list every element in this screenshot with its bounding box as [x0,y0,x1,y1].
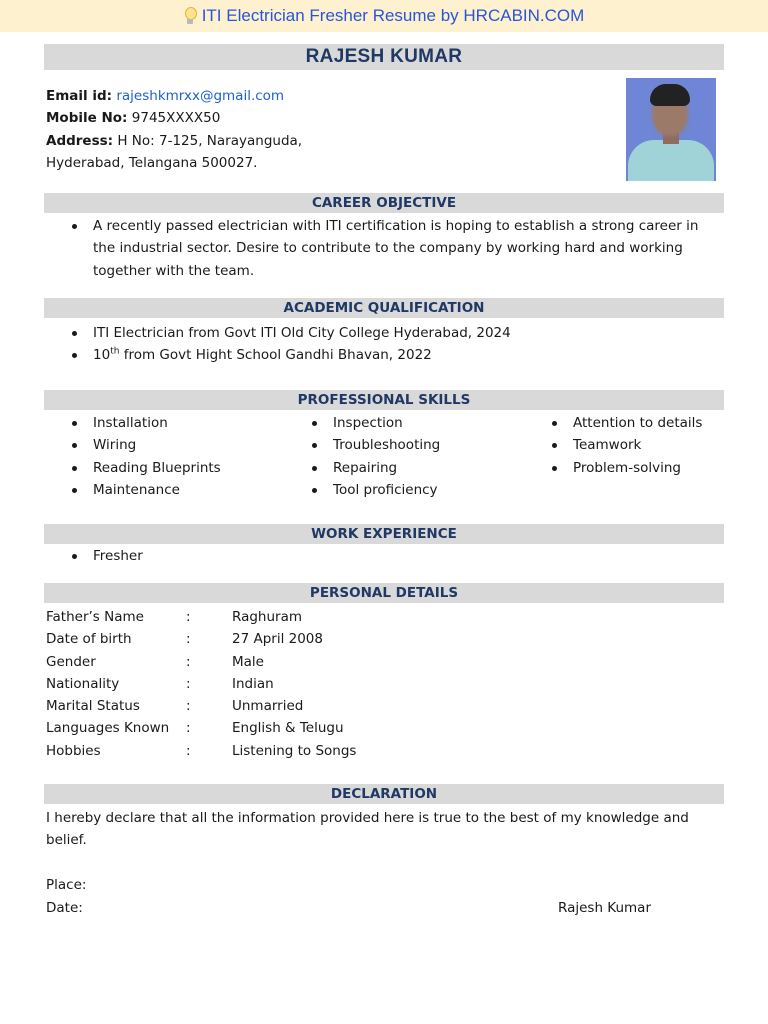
mobile-line [46,107,606,129]
work-experience-list [46,545,706,567]
banner-text[interactable]: ITI Electrician Fresher Resume by HRCABIN.COM [201,6,585,25]
list-item: Fresher [46,545,706,567]
date-label: Date: [46,900,83,916]
personal-details-table [46,606,356,762]
list-item: Wiring [46,434,276,456]
table-row: Date of birth : 27 April 2008 [46,631,323,648]
site-banner[interactable] [0,0,768,32]
skills-column-3 [526,412,726,479]
table-row: Father’s Name : Raghuram [46,609,303,625]
contact-block [46,85,606,175]
list-item: 10th from Govt Hight School Gandhi Bhavan, 2022 [46,344,706,366]
email-line [46,85,606,107]
profile-photo [626,78,716,181]
address-label: Address: [46,132,114,149]
table-row: Gender : Male [46,653,264,670]
list-item: Troubleshooting [286,434,516,456]
place-label: Place: [46,877,87,893]
list-item: Attention to details [526,412,726,434]
address-value-2: Hyderabad, Telangana 500027. [46,155,258,172]
lightbulb-icon [184,6,196,26]
list-item: Teamwork [526,434,726,456]
list-item: Reading Blueprints [46,457,276,479]
list-item: Inspection [286,412,516,434]
list-item: Problem-solving [526,457,726,479]
list-item: A recently passed electrician with ITI certification is hoping to establish a strong career in the industrial sector. Desire to contribute to the company by working hard and working together with the team. [46,215,706,282]
academic-heading: ACADEMIC QUALIFICATION [44,298,724,318]
list-item: Maintenance [46,479,276,501]
list-item: ITI Electrician from Govt ITI Old City College Hyderabad, 2024 [46,322,706,344]
signature-name: Rajesh Kumar [558,900,652,916]
table-row: Languages Known : English & Telugu [46,720,344,737]
address-line [46,130,606,152]
mobile-value: 9745XXXX50 [131,110,221,127]
skills-heading: PROFESSIONAL SKILLS [44,390,724,410]
career-objective-list [46,215,706,282]
candidate-name: RAJESH KUMAR [44,44,724,70]
list-item: Repairing [286,457,516,479]
list-item: Installation [46,412,276,434]
declaration-heading: DECLARATION [44,784,724,804]
table-row: Hobbies : Listening to Songs [46,742,357,759]
academic-list [46,322,706,367]
address-value-1: H No: 7-125, Narayanguda, [117,132,303,149]
skills-column-2 [286,412,516,502]
email-link[interactable]: rajeshkmrxx@gmail.com [116,88,285,104]
personal-details-heading: PERSONAL DETAILS [44,583,724,603]
table-row: Nationality : Indian [46,675,274,692]
career-objective-heading: CAREER OBJECTIVE [44,193,724,213]
work-experience-heading: WORK EXPERIENCE [44,524,724,544]
place-date-block [46,874,86,920]
list-item: Tool proficiency [286,479,516,501]
table-row: Marital Status : Unmarried [46,698,304,715]
mobile-label: Mobile No: [46,110,128,127]
declaration-text: I hereby declare that all the information provided here is true to the best of my knowledge and belief. [46,810,689,848]
email-label: Email id: [46,88,113,104]
skills-column-1 [46,412,276,502]
